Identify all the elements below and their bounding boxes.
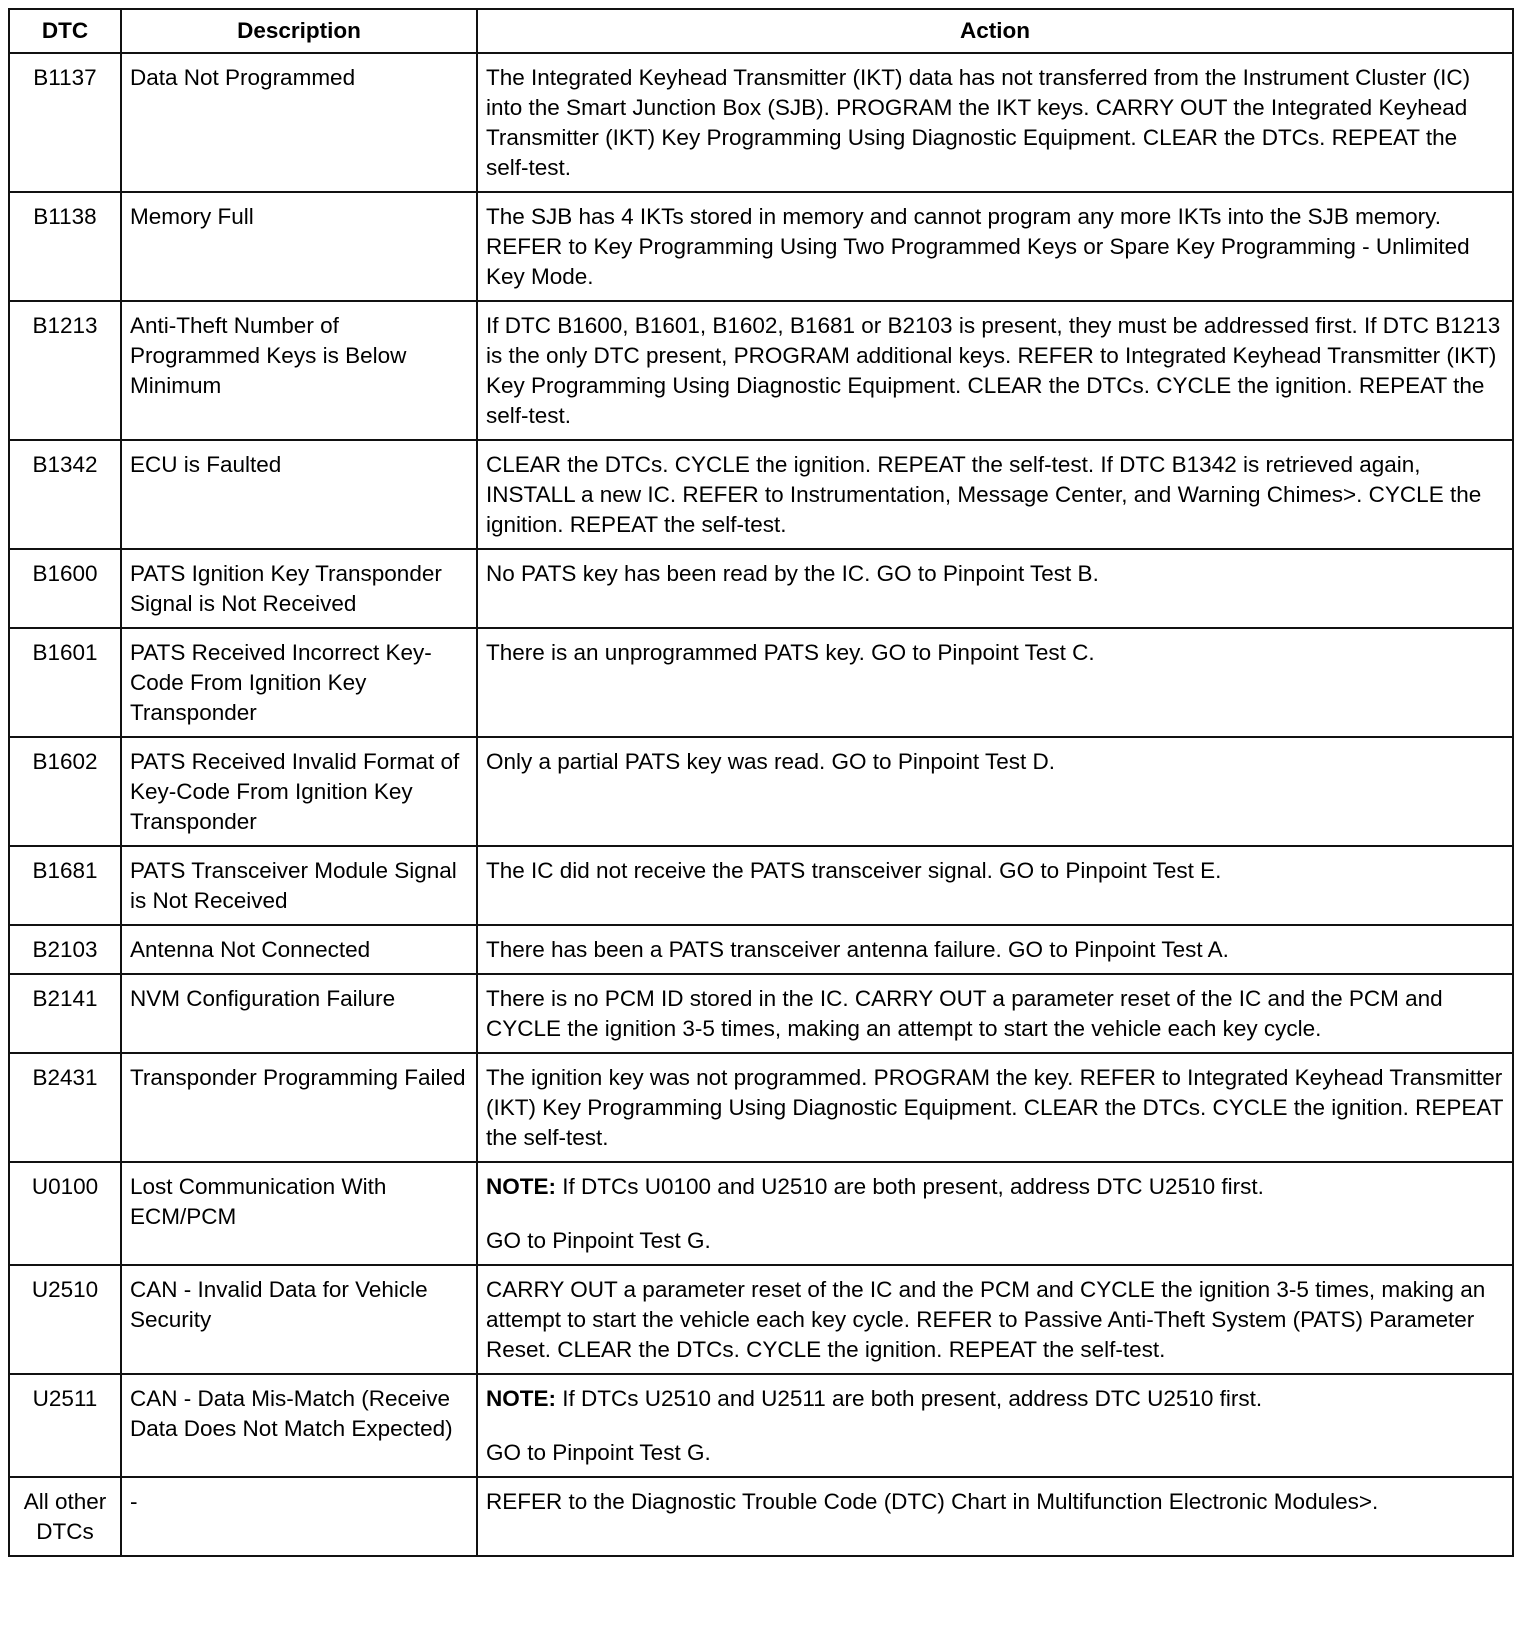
dtc-description: Anti-Theft Number of Programmed Keys is Below Minimum <box>121 301 477 440</box>
dtc-action: Only a partial PATS key was read. GO to Pinpoint Test D. <box>477 737 1513 846</box>
dtc-code: B1342 <box>9 440 121 549</box>
dtc-code: B1600 <box>9 549 121 628</box>
table-row <box>9 974 1513 1053</box>
note-paragraph <box>486 1172 1504 1202</box>
dtc-action: There has been a PATS transceiver antenna failure. GO to Pinpoint Test A. <box>477 925 1513 974</box>
dtc-code: B1137 <box>9 53 121 192</box>
dtc-description: ECU is Faulted <box>121 440 477 549</box>
dtc-code: B1213 <box>9 301 121 440</box>
dtc-action: The SJB has 4 IKTs stored in memory and cannot program any more IKTs into the SJB memory. REFER to Key Programming Using Two Programmed Keys or Spare Key Programming - Unlimited Key Mode. <box>477 192 1513 301</box>
table-row <box>9 440 1513 549</box>
dtc-description: Antenna Not Connected <box>121 925 477 974</box>
dtc-description: NVM Configuration Failure <box>121 974 477 1053</box>
header-description: Description <box>121 9 477 53</box>
dtc-action: If DTC B1600, B1601, B1602, B1681 or B2103 is present, they must be addressed first. If DTC B1213 is the only DTC present, PROGRAM additional keys. REFER to Integrated Keyhead Transmitter (IKT) Key Programming Using Diagnostic Equipment. CLEAR the DTCs. CYCLE the ignition. REPEAT the self-test. <box>477 301 1513 440</box>
dtc-action: The Integrated Keyhead Transmitter (IKT) data has not transferred from the Instrument Cluster (IC) into the Smart Junction Box (SJB). PROGRAM the IKT keys. CARRY OUT the Integrated Keyhead Transmitter (IKT) Key Programming Using Diagnostic Equipment. CLEAR the DTCs. REPEAT the self-test. <box>477 53 1513 192</box>
table-row <box>9 846 1513 925</box>
note-text: If DTCs U0100 and U2510 are both present, address DTC U2510 first. <box>556 1174 1264 1199</box>
dtc-code: B1681 <box>9 846 121 925</box>
note-label: NOTE: <box>486 1386 556 1411</box>
dtc-code: U0100 <box>9 1162 121 1265</box>
dtc-action: The IC did not receive the PATS transceiver signal. GO to Pinpoint Test E. <box>477 846 1513 925</box>
dtc-action: CLEAR the DTCs. CYCLE the ignition. REPEAT the self-test. If DTC B1342 is retrieved again, INSTALL a new IC. REFER to Instrumentation, Message Center, and Warning Chimes>. CYCLE the ignition. REPEAT the self-test. <box>477 440 1513 549</box>
dtc-code: B1601 <box>9 628 121 737</box>
dtc-description: PATS Transceiver Module Signal is Not Received <box>121 846 477 925</box>
dtc-description: Lost Communication With ECM/PCM <box>121 1162 477 1265</box>
dtc-action: No PATS key has been read by the IC. GO to Pinpoint Test B. <box>477 549 1513 628</box>
table-row <box>9 1265 1513 1374</box>
table-row <box>9 192 1513 301</box>
dtc-description: PATS Ignition Key Transponder Signal is Not Received <box>121 549 477 628</box>
note-text: If DTCs U2510 and U2511 are both present, address DTC U2510 first. <box>556 1386 1263 1411</box>
dtc-code: B2431 <box>9 1053 121 1162</box>
dtc-code: All other DTCs <box>9 1477 121 1556</box>
action-text: GO to Pinpoint Test G. <box>486 1440 711 1465</box>
dtc-action: There is no PCM ID stored in the IC. CARRY OUT a parameter reset of the IC and the PCM and CYCLE the ignition 3-5 times, making an attempt to start the vehicle each key cycle. <box>477 974 1513 1053</box>
dtc-description: Memory Full <box>121 192 477 301</box>
table-row <box>9 53 1513 192</box>
dtc-table-container <box>8 8 1512 1557</box>
dtc-description: CAN - Data Mis-Match (Receive Data Does Not Match Expected) <box>121 1374 477 1477</box>
dtc-description: Transponder Programming Failed <box>121 1053 477 1162</box>
dtc-table <box>8 8 1514 1557</box>
dtc-code: U2510 <box>9 1265 121 1374</box>
dtc-description: CAN - Invalid Data for Vehicle Security <box>121 1265 477 1374</box>
dtc-code: B1602 <box>9 737 121 846</box>
table-row <box>9 1162 1513 1265</box>
dtc-description: PATS Received Incorrect Key-Code From Ignition Key Transponder <box>121 628 477 737</box>
dtc-action: REFER to the Diagnostic Trouble Code (DTC) Chart in Multifunction Electronic Modules>. <box>477 1477 1513 1556</box>
table-row <box>9 925 1513 974</box>
table-row <box>9 1477 1513 1556</box>
dtc-action: CARRY OUT a parameter reset of the IC and the PCM and CYCLE the ignition 3-5 times, making an attempt to start the vehicle each key cycle. REFER to Passive Anti-Theft System (PATS) Parameter Reset. CLEAR the DTCs. CYCLE the ignition. REPEAT the self-test. <box>477 1265 1513 1374</box>
note-label: NOTE: <box>486 1174 556 1199</box>
header-dtc: DTC <box>9 9 121 53</box>
dtc-description: - <box>121 1477 477 1556</box>
dtc-code: U2511 <box>9 1374 121 1477</box>
dtc-description: Data Not Programmed <box>121 53 477 192</box>
dtc-action <box>477 1374 1513 1477</box>
dtc-code: B1138 <box>9 192 121 301</box>
table-row <box>9 628 1513 737</box>
dtc-action: The ignition key was not programmed. PROGRAM the key. REFER to Integrated Keyhead Transmitter (IKT) Key Programming Using Diagnostic Equipment. CLEAR the DTCs. CYCLE the ignition. REPEAT the self-test. <box>477 1053 1513 1162</box>
table-row <box>9 301 1513 440</box>
dtc-action <box>477 1162 1513 1265</box>
dtc-action: There is an unprogrammed PATS key. GO to Pinpoint Test C. <box>477 628 1513 737</box>
header-action: Action <box>477 9 1513 53</box>
table-header-row <box>9 9 1513 53</box>
table-row <box>9 1374 1513 1477</box>
action-text: GO to Pinpoint Test G. <box>486 1228 711 1253</box>
dtc-code: B2141 <box>9 974 121 1053</box>
table-row <box>9 737 1513 846</box>
note-paragraph <box>486 1384 1504 1414</box>
dtc-code: B2103 <box>9 925 121 974</box>
table-row <box>9 1053 1513 1162</box>
dtc-description: PATS Received Invalid Format of Key-Code From Ignition Key Transponder <box>121 737 477 846</box>
table-row <box>9 549 1513 628</box>
